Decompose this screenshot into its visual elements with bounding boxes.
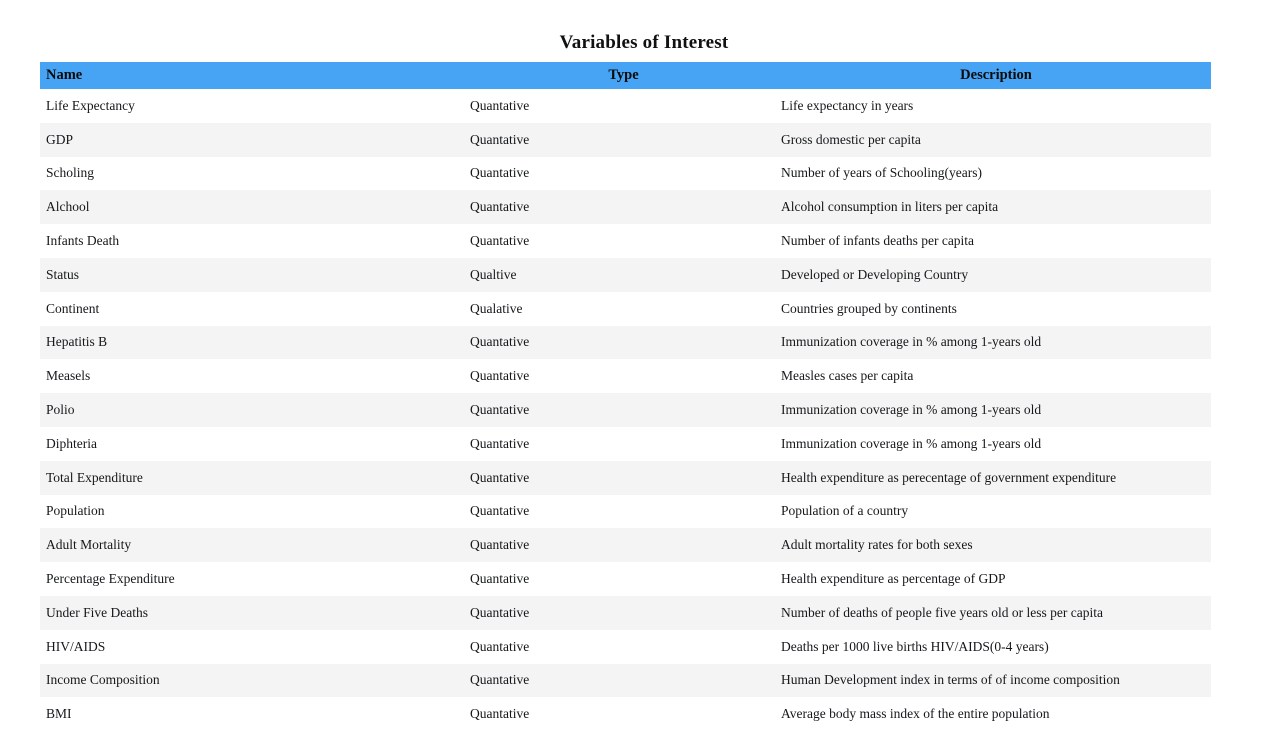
cell-variable-type: Quantative: [466, 359, 781, 393]
cell-variable-description: Life expectancy in years: [781, 89, 1211, 123]
table-row: [40, 123, 1211, 157]
cell-variable-name: Percentage Expenditure: [40, 562, 466, 596]
table-row: [40, 562, 1211, 596]
cell-variable-name: Hepatitis B: [40, 326, 466, 360]
cell-variable-description: Adult mortality rates for both sexes: [781, 528, 1211, 562]
cell-variable-type: Quantative: [466, 596, 781, 630]
cell-variable-name: Polio: [40, 393, 466, 427]
cell-variable-name: Continent: [40, 292, 466, 326]
cell-variable-name: Total Expenditure: [40, 461, 466, 495]
cell-variable-name: Under Five Deaths: [40, 596, 466, 630]
table-row: [40, 190, 1211, 224]
cell-variable-description: Human Development index in terms of of income composition: [781, 664, 1211, 698]
cell-variable-description: Gross domestic per capita: [781, 123, 1211, 157]
table-row: [40, 292, 1211, 326]
cell-variable-description: Immunization coverage in % among 1-years old: [781, 326, 1211, 360]
table-header-row: [40, 62, 1211, 89]
table-row: [40, 630, 1211, 664]
cell-variable-description: Developed or Developing Country: [781, 258, 1211, 292]
cell-variable-name: Alchool: [40, 190, 466, 224]
table-row: [40, 664, 1211, 698]
cell-variable-name: Population: [40, 495, 466, 529]
table-row: [40, 427, 1211, 461]
cell-variable-type: Quantative: [466, 427, 781, 461]
cell-variable-type: Quantative: [466, 123, 781, 157]
variables-table: [40, 62, 1211, 731]
cell-variable-description: Number of infants deaths per capita: [781, 224, 1211, 258]
cell-variable-type: Quantative: [466, 157, 781, 191]
cell-variable-description: Population of a country: [781, 495, 1211, 529]
cell-variable-name: Scholing: [40, 157, 466, 191]
cell-variable-description: Health expenditure as percentage of GDP: [781, 562, 1211, 596]
cell-variable-type: Quantative: [466, 224, 781, 258]
cell-variable-name: Life Expectancy: [40, 89, 466, 123]
cell-variable-type: Quantative: [466, 89, 781, 123]
cell-variable-description: Average body mass index of the entire population: [781, 697, 1211, 731]
table-row: [40, 89, 1211, 123]
cell-variable-description: Deaths per 1000 live births HIV/AIDS(0-4 years): [781, 630, 1211, 664]
page-title: Variables of Interest: [559, 32, 729, 53]
cell-variable-type: Quantative: [466, 495, 781, 529]
column-header-description: Description: [781, 62, 1211, 89]
cell-variable-description: Alcohol consumption in liters per capita: [781, 190, 1211, 224]
variables-table-container: [40, 62, 1205, 731]
cell-variable-type: Quantative: [466, 461, 781, 495]
table-row: [40, 359, 1211, 393]
table-row: [40, 528, 1211, 562]
column-header-type: Type: [466, 62, 781, 89]
cell-variable-type: Qualative: [466, 292, 781, 326]
cell-variable-name: Diphteria: [40, 427, 466, 461]
table-row: [40, 224, 1211, 258]
cell-variable-name: Income Composition: [40, 664, 466, 698]
cell-variable-name: Status: [40, 258, 466, 292]
cell-variable-description: Immunization coverage in % among 1-years old: [781, 393, 1211, 427]
cell-variable-name: Infants Death: [40, 224, 466, 258]
cell-variable-name: GDP: [40, 123, 466, 157]
cell-variable-description: Measles cases per capita: [781, 359, 1211, 393]
cell-variable-type: Quantative: [466, 562, 781, 596]
table-header: [40, 62, 1211, 89]
cell-variable-type: Quantative: [466, 664, 781, 698]
cell-variable-type: Quantative: [466, 630, 781, 664]
cell-variable-name: HIV/AIDS: [40, 630, 466, 664]
cell-variable-description: Immunization coverage in % among 1-years old: [781, 427, 1211, 461]
cell-variable-name: BMI: [40, 697, 466, 731]
cell-variable-type: Qualtive: [466, 258, 781, 292]
table-row: [40, 495, 1211, 529]
table-row: [40, 258, 1211, 292]
table-row: [40, 697, 1211, 731]
cell-variable-type: Quantative: [466, 393, 781, 427]
table-body: [40, 89, 1211, 731]
cell-variable-description: Health expenditure as perecentage of government expenditure: [781, 461, 1211, 495]
table-row: [40, 393, 1211, 427]
table-row: [40, 596, 1211, 630]
cell-variable-description: Number of years of Schooling(years): [781, 157, 1211, 191]
cell-variable-description: Countries grouped by continents: [781, 292, 1211, 326]
cell-variable-type: Quantative: [466, 697, 781, 731]
cell-variable-type: Quantative: [466, 190, 781, 224]
cell-variable-name: Adult Mortality: [40, 528, 466, 562]
cell-variable-description: Number of deaths of people five years old or less per capita: [781, 596, 1211, 630]
table-row: [40, 326, 1211, 360]
table-row: [40, 461, 1211, 495]
cell-variable-type: Quantative: [466, 528, 781, 562]
table-row: [40, 157, 1211, 191]
cell-variable-type: Quantative: [466, 326, 781, 360]
column-header-name: Name: [40, 62, 466, 89]
cell-variable-name: Measels: [40, 359, 466, 393]
